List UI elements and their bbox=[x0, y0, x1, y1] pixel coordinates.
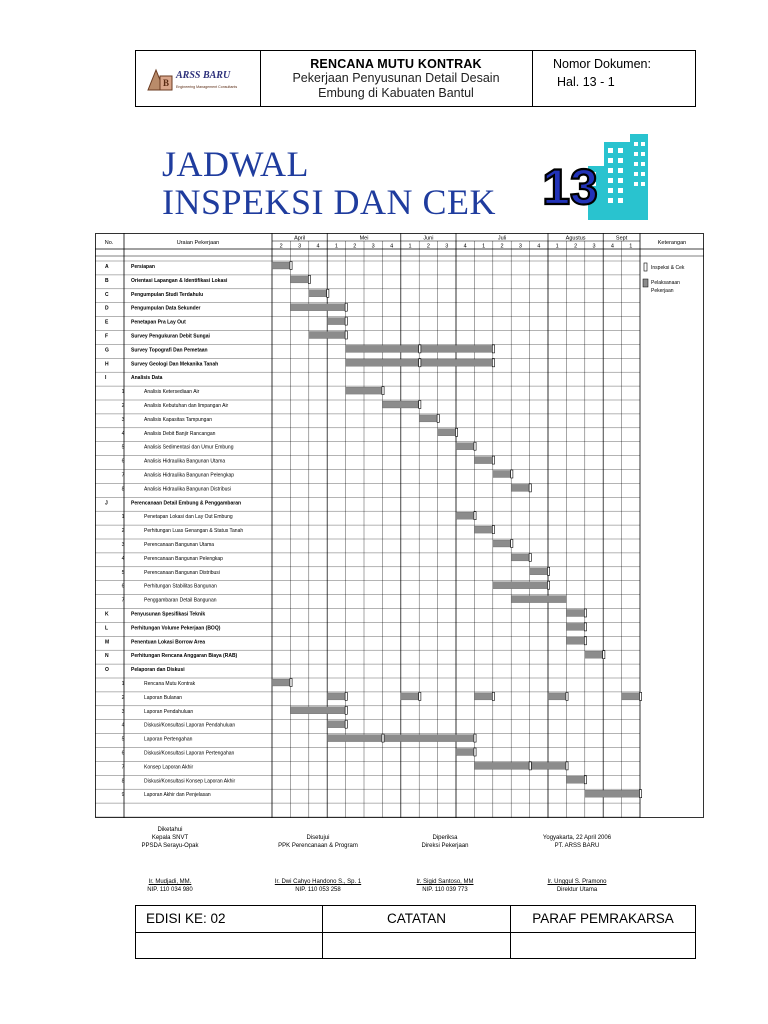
doc-number-label: Nomor Dokumen: bbox=[553, 57, 651, 71]
row-task-label: Perencanaan Bangunan Pelengkap bbox=[144, 555, 223, 562]
logo-cell bbox=[136, 51, 261, 106]
inspection-marker bbox=[345, 692, 347, 700]
signatory bbox=[385, 878, 505, 894]
month-label: Agustus bbox=[565, 235, 586, 242]
row-number: B bbox=[105, 277, 109, 284]
execution-bar bbox=[346, 387, 383, 394]
month-label: Juni bbox=[423, 235, 434, 242]
row-task-label: Penetapan Pra Lay Out bbox=[131, 319, 186, 326]
logo-tagline: Engineering Management Consultants bbox=[176, 85, 238, 89]
col-header-no: No. bbox=[104, 240, 114, 246]
inspection-marker bbox=[640, 692, 642, 700]
execution-bar bbox=[419, 415, 437, 422]
execution-bar bbox=[474, 457, 492, 464]
inspection-marker bbox=[584, 623, 586, 631]
week-label: 2 bbox=[353, 243, 357, 250]
row-task-label: Perencanaan Bangunan Distribusi bbox=[144, 569, 220, 576]
execution-bar bbox=[548, 693, 566, 700]
row-number: 7 bbox=[121, 472, 125, 479]
document-header bbox=[135, 50, 696, 107]
execution-bar bbox=[585, 651, 603, 658]
row-task-label: Laporan Akhir dan Penjelasan bbox=[144, 792, 211, 799]
initials-label: PARAF PEMRAKARSA bbox=[511, 906, 695, 933]
execution-bar bbox=[401, 693, 419, 700]
inspection-marker bbox=[529, 762, 531, 770]
row-number: 1 bbox=[121, 514, 125, 521]
inspection-marker bbox=[290, 679, 292, 687]
row-number: 3 bbox=[121, 708, 125, 715]
table-frame bbox=[96, 234, 704, 818]
inspection-marker bbox=[345, 706, 347, 714]
inspection-marker bbox=[382, 734, 384, 742]
page-title-line-1: JADWAL bbox=[162, 144, 309, 184]
logo-text: ARSS BARU bbox=[176, 70, 231, 81]
row-number: E bbox=[105, 319, 109, 326]
inspection-schedule-table bbox=[95, 233, 704, 818]
execution-bar bbox=[474, 762, 566, 769]
inspection-marker bbox=[419, 692, 421, 700]
execution-bar bbox=[290, 304, 345, 311]
row-task-label: Perhitungan Rencana Anggaran Biaya (RAB) bbox=[131, 653, 238, 660]
inspection-marker bbox=[290, 262, 292, 270]
inspection-marker bbox=[584, 776, 586, 784]
signatory-nip: Direktur Utama bbox=[556, 887, 598, 893]
row-number: 1 bbox=[121, 681, 125, 687]
row-task-label: Pengumpulan Data Sekunder bbox=[131, 305, 201, 312]
col-header-task: Uraian Pekerjaan bbox=[176, 240, 220, 246]
signatory bbox=[110, 878, 230, 894]
inspection-marker bbox=[548, 581, 550, 589]
page-title-line-2: INSPEKSI DAN CEK bbox=[162, 182, 497, 222]
week-label: 2 bbox=[426, 243, 430, 250]
legend-exec-marker bbox=[643, 279, 648, 287]
legend-label: Pelaksanaan bbox=[651, 280, 680, 286]
execution-bar bbox=[456, 443, 474, 450]
inspection-marker bbox=[419, 345, 421, 353]
signature-role-line: PPK Perencanaan & Program bbox=[278, 843, 358, 849]
row-number: 5 bbox=[121, 444, 125, 451]
svg-text:B: B bbox=[162, 78, 170, 88]
inspection-marker bbox=[492, 692, 494, 700]
contract-title: RENCANA MUTU KONTRAK bbox=[310, 57, 482, 71]
notes-label: CATATAN bbox=[323, 906, 510, 933]
row-number: K bbox=[105, 611, 109, 618]
inspection-marker bbox=[327, 289, 329, 297]
signature-role-line: Diketahui bbox=[157, 827, 183, 833]
inspection-marker bbox=[308, 275, 310, 283]
row-task-label: Diskusi/Konsultasi Laporan Pertengahan bbox=[144, 750, 235, 757]
row-task-label: Konsep Laporan Akhir bbox=[144, 764, 194, 771]
legend-label: Inspeksi & Cek bbox=[651, 265, 685, 271]
week-label: 1 bbox=[482, 243, 486, 250]
row-number: 7 bbox=[121, 597, 125, 604]
week-label: 1 bbox=[555, 243, 559, 250]
row-number: 3 bbox=[121, 542, 125, 548]
row-number: D bbox=[105, 305, 109, 312]
row-number: 7 bbox=[121, 764, 125, 771]
row-number: C bbox=[105, 291, 109, 298]
row-task-label: Diskusi/Konsultasi Laporan Pendahuluan bbox=[144, 722, 236, 729]
signature-role-line: Yogyakarta, 22 April 2006 bbox=[542, 835, 612, 841]
week-label: 4 bbox=[463, 243, 467, 250]
row-number: G bbox=[105, 347, 109, 354]
execution-bar bbox=[382, 401, 419, 408]
week-label: 4 bbox=[316, 243, 320, 250]
execution-bar bbox=[456, 749, 474, 756]
inspection-marker bbox=[529, 553, 531, 561]
inspection-marker bbox=[492, 345, 494, 353]
execution-bar bbox=[327, 693, 345, 700]
week-label: 2 bbox=[500, 243, 504, 250]
row-number: 2 bbox=[121, 694, 125, 701]
signatory bbox=[258, 878, 378, 894]
legend-inspect-marker bbox=[644, 263, 647, 271]
footer-edition-cell bbox=[136, 906, 323, 958]
row-number: 3 bbox=[121, 416, 125, 423]
inspection-marker bbox=[474, 512, 476, 520]
row-number: 9 bbox=[121, 792, 125, 799]
inspection-marker bbox=[419, 401, 421, 409]
signature-role bbox=[110, 826, 230, 850]
inspection-marker bbox=[492, 526, 494, 534]
signatory-name: Ir. Dwi Cahyo Handono S., Sp. 1 bbox=[274, 879, 362, 885]
row-task-label: Survey Geologi Dan Mekanika Tanah bbox=[131, 361, 219, 368]
row-task-label: Laporan Pendahuluan bbox=[144, 708, 194, 715]
inspection-marker bbox=[584, 637, 586, 645]
footer-initials-cell bbox=[511, 906, 695, 958]
execution-bar bbox=[511, 554, 529, 561]
row-number: J bbox=[105, 500, 108, 507]
inspection-marker bbox=[382, 387, 384, 395]
execution-bar bbox=[622, 693, 640, 700]
execution-bar bbox=[511, 596, 566, 603]
signatory-nip: NIP. 110 053 258 bbox=[295, 887, 341, 893]
row-number: 5 bbox=[121, 736, 125, 743]
row-number: 6 bbox=[121, 583, 125, 590]
signatory-name: Ir. Unggul S. Pramono bbox=[547, 879, 607, 885]
execution-bar bbox=[530, 568, 548, 575]
inspection-marker bbox=[548, 567, 550, 575]
execution-bar bbox=[493, 471, 511, 478]
week-label: 1 bbox=[334, 243, 338, 250]
week-label: 3 bbox=[298, 243, 302, 250]
execution-bar bbox=[327, 721, 345, 728]
execution-bar bbox=[272, 679, 290, 686]
row-number: O bbox=[105, 667, 109, 674]
row-task-label: Survey Pengukuran Debit Sungai bbox=[131, 333, 210, 340]
month-label: Mei bbox=[359, 235, 369, 242]
inspection-marker bbox=[603, 651, 605, 659]
row-task-label: Perencanaan Bangunan Utama bbox=[144, 542, 215, 548]
execution-bar bbox=[566, 637, 584, 644]
row-task-label: Analisis Kebutuhan dan limpangan Air bbox=[144, 403, 229, 409]
row-number: F bbox=[105, 333, 109, 340]
execution-bar bbox=[493, 582, 548, 589]
footer-notes-cell bbox=[323, 906, 511, 958]
execution-bar bbox=[511, 484, 529, 491]
execution-bar bbox=[474, 693, 492, 700]
row-task-label: Persiapan bbox=[131, 264, 155, 270]
week-label: 1 bbox=[629, 243, 633, 250]
row-number: 6 bbox=[121, 750, 125, 757]
execution-bar bbox=[566, 776, 584, 783]
signature-role bbox=[517, 834, 637, 850]
row-task-label: Laporan Bulanan bbox=[144, 694, 183, 701]
execution-bar bbox=[493, 540, 511, 547]
month-label: Sept bbox=[615, 235, 628, 242]
row-number: 1 bbox=[121, 389, 125, 396]
row-task-label: Penetapan Lokasi dan Lay Out Embung bbox=[144, 514, 233, 521]
inspection-marker bbox=[529, 484, 531, 492]
week-label: 4 bbox=[390, 243, 394, 250]
week-label: 2 bbox=[279, 243, 283, 250]
week-label: 4 bbox=[610, 243, 614, 250]
chapter-badge-icon bbox=[536, 132, 656, 227]
row-task-label: Orientasi Lapangan & Identifikasi Lokasi bbox=[131, 277, 228, 284]
col-header-note: Keterangan bbox=[657, 240, 687, 246]
inspection-marker bbox=[492, 359, 494, 367]
row-task-label: Analisis Hidraulika Bangunan Utama bbox=[144, 458, 226, 465]
row-number: 8 bbox=[121, 486, 125, 493]
row-task-label: Penggambaran Detail Bangunan bbox=[144, 597, 217, 604]
signature-role-line: Direksi Pekerjaan bbox=[421, 843, 469, 849]
inspection-marker bbox=[474, 734, 476, 742]
row-task-label: Perhitungan Luas Genangan & Status Tanah bbox=[144, 528, 244, 535]
row-number: 4 bbox=[121, 722, 125, 729]
execution-bar bbox=[474, 526, 492, 533]
signature-role-line: PPSDA Serayu-Opak bbox=[141, 843, 199, 849]
inspection-marker bbox=[511, 470, 513, 478]
row-number: M bbox=[105, 639, 110, 646]
signature-role bbox=[385, 834, 505, 850]
row-task-label: Analisis Hidraulika Bangunan Pelengkap bbox=[144, 472, 235, 479]
signatory-nip: NIP. 110 034 980 bbox=[147, 887, 193, 893]
inspection-marker bbox=[474, 442, 476, 450]
inspection-marker bbox=[584, 609, 586, 617]
legend-label: Pekerjaan bbox=[651, 288, 674, 294]
project-line-2: Embung di Kabuaten Bantul bbox=[318, 86, 474, 100]
row-task-label: Analisis Hidraulika Bangunan Distribusi bbox=[144, 486, 231, 493]
month-label: Juli bbox=[497, 235, 507, 242]
row-number: N bbox=[105, 653, 109, 660]
execution-bar bbox=[438, 429, 456, 436]
signatory-name: Ir. Sigid Santoso, MM bbox=[416, 879, 474, 885]
execution-bar bbox=[566, 610, 584, 617]
signatory bbox=[517, 878, 637, 894]
week-label: 4 bbox=[537, 243, 541, 250]
row-task-label: Analisis Data bbox=[131, 375, 163, 382]
inspection-marker bbox=[437, 414, 439, 422]
row-task-label: Perhitungan Stabilitas Bangunan bbox=[144, 583, 217, 590]
week-label: 3 bbox=[592, 243, 596, 250]
row-task-label: Pelaporan dan Diskusi bbox=[131, 667, 185, 674]
execution-bar bbox=[290, 276, 308, 283]
inspection-marker bbox=[345, 303, 347, 311]
row-number: 8 bbox=[121, 778, 125, 785]
row-number: A bbox=[105, 264, 109, 270]
inspection-marker bbox=[456, 428, 458, 436]
company-logo-icon bbox=[146, 64, 252, 92]
row-task-label: Laporan Pertengahan bbox=[144, 736, 193, 743]
week-label: 3 bbox=[371, 243, 375, 250]
row-number: 4 bbox=[121, 430, 125, 437]
execution-bar bbox=[272, 262, 290, 269]
inspection-marker bbox=[419, 359, 421, 367]
week-label: 1 bbox=[408, 243, 412, 250]
signatory-name: Ir. Mudjadi, MM. bbox=[148, 879, 192, 885]
execution-bar bbox=[566, 623, 584, 630]
row-number: L bbox=[105, 625, 109, 632]
row-task-label: Analisis Debit Banjir Rancangan bbox=[144, 430, 216, 437]
execution-bar bbox=[327, 735, 474, 742]
edition-label: EDISI KE: 02 bbox=[136, 906, 322, 933]
inspection-marker bbox=[640, 790, 642, 798]
row-number: I bbox=[105, 375, 107, 382]
signature-role-line: Diperiksa bbox=[432, 835, 458, 841]
inspection-marker bbox=[474, 748, 476, 756]
inspection-marker bbox=[492, 456, 494, 464]
row-task-label: Survey Topografi Dan Pemetaan bbox=[131, 347, 208, 354]
execution-bar bbox=[309, 290, 327, 297]
signatory-nip: NIP. 110 039 773 bbox=[422, 887, 468, 893]
row-number: 6 bbox=[121, 458, 125, 465]
week-label: 3 bbox=[445, 243, 449, 250]
execution-bar bbox=[327, 318, 345, 325]
row-task-label: Penentuan Lokasi Borrow Area bbox=[131, 639, 205, 646]
row-task-label: Rencana Mutu Kontrak bbox=[144, 681, 196, 687]
chapter-number: 13 bbox=[542, 159, 598, 215]
row-task-label: Perencanaan Detail Embung & Penggambaran bbox=[131, 500, 242, 507]
row-task-label: Penyusunan Spesifikasi Teknik bbox=[131, 611, 206, 618]
inspection-marker bbox=[345, 317, 347, 325]
signature-role-line: PT. ARSS BARU bbox=[554, 843, 600, 849]
execution-bar bbox=[585, 790, 640, 797]
inspection-marker bbox=[345, 720, 347, 728]
signature-role-line: Kepala SNVT bbox=[151, 835, 189, 841]
row-task-label: Analisis Kapasitas Tampungan bbox=[144, 416, 213, 423]
signature-role bbox=[258, 834, 378, 850]
row-task-label: Diskusi/Konsultasi Konsep Laporan Akhir bbox=[144, 778, 236, 785]
row-number: 2 bbox=[121, 403, 125, 409]
row-number: 2 bbox=[121, 528, 125, 535]
header-title-cell bbox=[260, 51, 533, 106]
inspection-marker bbox=[511, 540, 513, 548]
execution-bar bbox=[456, 512, 474, 519]
project-line-1: Pekerjaan Penyusunan Detail Desain bbox=[292, 71, 500, 85]
week-label: 2 bbox=[574, 243, 578, 250]
row-task-label: Perhitungan Volume Pekerjaan (BOQ) bbox=[131, 625, 221, 632]
document-footer bbox=[135, 905, 696, 959]
page-number: Hal. 13 - 1 bbox=[557, 75, 615, 89]
row-task-label: Pengumpulan Studi Terdahulu bbox=[131, 291, 204, 298]
inspection-marker bbox=[566, 762, 568, 770]
row-number: 5 bbox=[121, 569, 125, 576]
week-label: 3 bbox=[518, 243, 522, 250]
execution-bar bbox=[290, 707, 345, 714]
month-label: April bbox=[294, 235, 306, 242]
row-task-label: Analisis Ketersediaan Air bbox=[144, 389, 200, 396]
signature-role-line: Disetujui bbox=[306, 835, 330, 841]
row-number: 4 bbox=[121, 555, 125, 562]
row-number: H bbox=[105, 361, 109, 368]
row-task-label: Analisis Sedimentasi dan Umur Embung bbox=[144, 444, 234, 451]
inspection-marker bbox=[566, 692, 568, 700]
inspection-marker bbox=[345, 331, 347, 339]
execution-bar bbox=[309, 332, 346, 339]
header-doc-cell bbox=[533, 51, 695, 106]
